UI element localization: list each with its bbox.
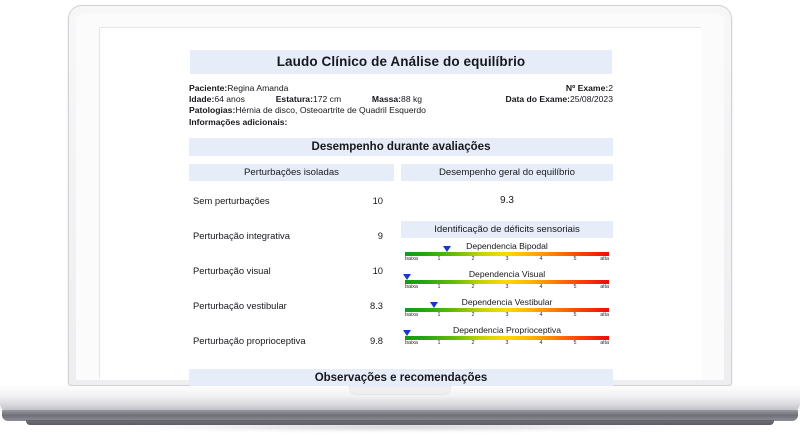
pathologies-label: Patologias:: [189, 105, 236, 116]
gauge-tick-label: baixa: [405, 256, 418, 262]
gauge-tick-label: 4: [539, 256, 543, 262]
gauge-tick-label: 1: [437, 312, 441, 318]
gauge-tick-label: 1: [437, 256, 441, 262]
list-item: [189, 195, 401, 230]
patient-name-label: Paciente:: [189, 83, 228, 93]
patient-name-row: [189, 83, 613, 94]
laptop-base-notch: [349, 386, 451, 395]
gauge-label: Dependencia Visual: [468, 269, 546, 279]
section-header-performance: Desempenho durante avaliações: [189, 138, 613, 156]
sensory-gauge: [401, 241, 613, 269]
mass-value: 88 kg: [401, 94, 423, 105]
laptop-base-glow: [120, 424, 680, 430]
gauge-tick-label: 1: [437, 284, 441, 290]
gauge-tick-label: baixa: [405, 340, 418, 346]
list-item: [189, 230, 401, 265]
gauge-marker-icon: [403, 274, 411, 280]
gauge-tick-label: 2: [471, 340, 475, 346]
age-value: 64 anos: [214, 94, 245, 105]
exam-number-label: Nº Exame:: [565, 83, 609, 93]
perturbation-score: 9.8: [369, 335, 383, 346]
gauge-tick-label: 5: [573, 284, 577, 290]
gauge-tick-label: 3: [505, 312, 509, 318]
exam-date-group: [506, 94, 614, 105]
gauge-tick-label: 1: [437, 340, 441, 346]
gauge-tick-label: 2: [471, 256, 475, 262]
gauge-label: Dependencia Proprioceptiva: [453, 325, 561, 335]
sensory-gauge: [401, 325, 613, 353]
sensory-gauges-group: [401, 241, 613, 353]
list-item: [189, 300, 401, 335]
gauge-tick-label: alta: [600, 256, 609, 262]
additional-info-row: [189, 117, 613, 128]
gauge-tick-label: 3: [505, 256, 509, 262]
list-item: [189, 335, 401, 370]
gauge-tick-axis: [405, 256, 609, 264]
perturbation-name: Perturbação vestibular: [193, 300, 287, 311]
gauge-label: Dependencia Vestibular: [461, 297, 553, 307]
perturbation-score: 8.3: [369, 300, 383, 311]
patient-info-block: [189, 83, 613, 128]
perturbation-score: 10: [372, 265, 383, 276]
height-label: Estatura:: [275, 94, 313, 105]
sensory-gauge: [401, 297, 613, 325]
gauge-tick-label: 2: [471, 284, 475, 290]
gauge-tick-label: alta: [600, 312, 609, 318]
section-header-sensory-deficits: Identificação de déficits sensoriais: [401, 221, 613, 238]
gauge-tick-label: baixa: [405, 284, 418, 290]
list-item: [189, 265, 401, 300]
perturbation-list: [189, 195, 401, 370]
additional-info-label: Informações adicionais:: [189, 116, 288, 127]
gauge-tick-label: alta: [600, 340, 609, 346]
gauge-tick-axis: [405, 312, 609, 320]
perturbation-name: Perturbação integrativa: [193, 230, 290, 241]
clinical-report-document: [100, 28, 702, 384]
section-header-observations: Observações e recomendações: [189, 369, 613, 387]
gauge-tick-label: 4: [539, 340, 543, 346]
patient-name-value: Regina Amanda: [227, 83, 289, 93]
gauge-tick-label: 4: [539, 312, 543, 318]
column-header-overall-balance: Desempenho geral do equilíbrio: [401, 164, 613, 181]
patient-metrics-row: [189, 94, 613, 105]
perturbation-score: 9: [377, 230, 383, 241]
perturbation-name: Perturbação visual: [193, 265, 271, 276]
sensory-gauge: [401, 269, 613, 297]
gauge-tick-label: 5: [573, 340, 577, 346]
gauge-marker-icon: [443, 246, 451, 252]
perturbation-score: 10: [372, 195, 383, 206]
perturbation-name: Sem perturbações: [193, 195, 270, 206]
gauge-label: Dependencia Bipodal: [466, 241, 548, 251]
gauge-tick-label: 2: [471, 312, 475, 318]
exam-number-value: 2: [608, 83, 613, 93]
gauge-tick-axis: [405, 340, 609, 348]
pathologies-value: Hérnia de disco, Osteoartrite de Quadril Esquerdo: [235, 105, 426, 116]
exam-number-group: [566, 83, 613, 94]
height-value: 172 cm: [312, 94, 342, 105]
column-header-isolated-perturbations: Perturbações isoladas: [189, 164, 394, 181]
exam-date-label: Data do Exame:: [505, 94, 570, 105]
age-label: Idade:: [189, 94, 215, 105]
overall-balance-score: 9.3: [500, 195, 514, 206]
gauge-marker-icon: [430, 302, 438, 308]
gauge-tick-label: 4: [539, 284, 543, 290]
perturbation-name: Perturbação proprioceptiva: [193, 335, 306, 346]
gauge-tick-label: baixa: [405, 312, 418, 318]
exam-date-value: 25/08/2023: [569, 94, 613, 105]
gauge-marker-icon: [403, 330, 411, 336]
laptop-screen: [99, 27, 701, 384]
page-title: Laudo Clínico de Análise do equilíbrio: [190, 50, 612, 74]
pathologies-row: [189, 105, 613, 116]
gauge-tick-axis: [405, 284, 609, 292]
mass-label: Massa:: [371, 94, 402, 105]
gauge-tick-label: 5: [573, 312, 577, 318]
gauge-tick-label: 3: [505, 340, 509, 346]
gauge-tick-label: 3: [505, 284, 509, 290]
gauge-tick-label: alta: [600, 284, 609, 290]
gauge-tick-label: 5: [573, 256, 577, 262]
